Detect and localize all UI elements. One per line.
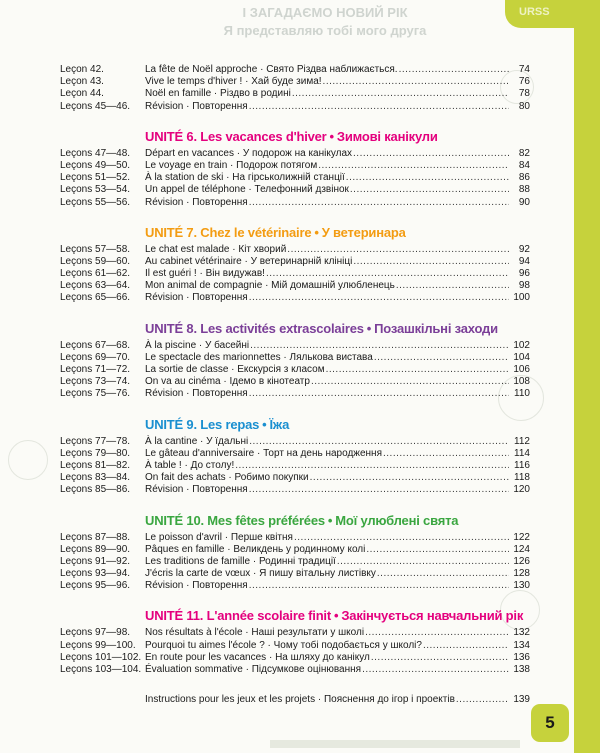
toc-row[interactable] <box>60 172 530 184</box>
lesson-number: Leçons 79—80. <box>60 447 131 459</box>
lesson-title: On va au cinéma · Ідемо в кінотеатр <box>145 376 310 388</box>
leader-dots <box>311 376 509 388</box>
lesson-number: Leçons 65—66. <box>60 292 131 304</box>
leader-dots <box>423 640 509 652</box>
leader-dots <box>250 340 509 352</box>
toc-row[interactable] <box>60 532 530 544</box>
lesson-title: Mon animal de compagnie · Мій домашній улюбленець <box>145 280 395 292</box>
leader-dots <box>366 544 509 556</box>
toc-row[interactable] <box>60 352 530 364</box>
page-number: 120 <box>513 484 530 496</box>
toc-row[interactable] <box>60 568 530 580</box>
unit-title-fr: UNITÉ 10. Mes fêtes préférées <box>145 512 325 528</box>
toc-row[interactable] <box>60 580 530 592</box>
lesson-number: Leçons 73—74. <box>60 376 131 388</box>
leader-dots <box>294 532 509 544</box>
lesson-number: Leçons 87—88. <box>60 531 131 543</box>
top-banner <box>120 4 530 44</box>
lesson-title: Nos résultats à l'école · Наші результати у школі <box>145 627 365 639</box>
page-number: 92 <box>518 243 530 255</box>
lesson-title: Au cabinet vétérinaire · У ветеринарній клініці <box>145 255 353 267</box>
page-number: 116 <box>514 459 530 471</box>
bullet-icon: • <box>366 320 372 336</box>
lesson-title: À la piscine · У басейні <box>145 339 250 351</box>
lesson-title: Noël en famille · Різдво в родині <box>145 88 291 100</box>
lesson-number: Leçons 55—56. <box>60 196 131 208</box>
lesson-number: Leçons 89—90. <box>60 543 131 555</box>
lesson-title: Évaluation sommative · Підсумкове оцінювання <box>145 664 362 675</box>
unit-title-uk: Їжа <box>269 416 290 432</box>
lesson-title: Il est guéri ! · Він видужав! <box>145 268 265 280</box>
page-number: 84 <box>518 159 530 171</box>
unit-title <box>145 416 530 433</box>
lesson-title: Vive le temps d'hiver ! · Хай буде зима! <box>145 76 322 88</box>
unit-title-fr: UNITÉ 8. Les activités extrascolaires <box>145 320 364 336</box>
leader-dots <box>350 184 509 196</box>
lesson-title: À la cantine · У їдальні <box>145 435 249 447</box>
page-number: 124 <box>513 543 530 555</box>
lesson-number: Leçon 43. <box>60 76 104 88</box>
toc-row[interactable] <box>60 268 530 280</box>
lesson-number: Leçons 51—52. <box>60 172 131 184</box>
leader-dots <box>371 652 509 664</box>
lesson-number: Leçons 59—60. <box>60 255 131 267</box>
lesson-number: Leçons 91—92. <box>60 555 131 567</box>
unit-9 <box>60 416 530 497</box>
unit-title-uk: Позашкільні заходи <box>374 320 498 336</box>
lesson-number: Leçon 42. <box>60 64 104 75</box>
lesson-number: Leçons 99—100. <box>60 639 136 651</box>
leader-dots <box>266 268 509 280</box>
lesson-number: Leçons 63—64. <box>60 280 131 292</box>
leader-dots <box>249 580 509 592</box>
unit-title-fr: UNITÉ 9. Les repas <box>145 416 260 432</box>
toc-row[interactable] <box>60 484 530 496</box>
lesson-title: Révision · Повторення <box>145 388 248 400</box>
page-number: 138 <box>513 664 530 675</box>
page-number: 74 <box>518 64 530 75</box>
lesson-number: Leçons 75—76. <box>60 388 131 400</box>
unit-title <box>145 128 530 145</box>
lesson-title: Révision · Повторення <box>145 100 248 112</box>
page-number: 102 <box>513 339 530 351</box>
lesson-title: La fête de Noël approche · Свято Різдва наближається. <box>145 64 398 75</box>
lesson-title: Le gâteau d'anniversaire · Торт на день народження <box>145 447 382 459</box>
toc-row[interactable] <box>60 436 530 448</box>
edge-tab-label: URSS <box>519 6 550 18</box>
bullet-icon: • <box>327 512 333 528</box>
lesson-title: Pourquoi tu aimes l'école ? · Чому тобі подобається у школі? <box>145 639 422 651</box>
page-number: 108 <box>513 376 530 388</box>
toc-row[interactable] <box>60 280 530 292</box>
toc-row[interactable] <box>60 76 530 88</box>
lesson-title: Le poisson d'avril · Перше квітня <box>145 531 293 543</box>
lesson-title: J'écris la carte de vœux · Я пишу вітальну листівку <box>145 568 376 580</box>
bullet-icon: • <box>333 608 339 624</box>
unit-title-uk: У ветеринара <box>321 224 406 240</box>
leader-dots <box>346 172 509 184</box>
banner-line-2: Я представляю тобі мого друга <box>223 23 427 38</box>
bullet-icon: • <box>329 128 334 144</box>
leader-dots <box>377 568 509 580</box>
leader-dots <box>323 76 509 88</box>
page-number: 136 <box>513 651 530 663</box>
page-number: 139 <box>513 694 530 706</box>
page-number: 126 <box>513 555 530 567</box>
leader-dots <box>353 256 509 268</box>
toc-row[interactable] <box>60 448 530 460</box>
lesson-title: À table ! · До столу! <box>145 459 235 471</box>
lesson-title: Révision · Повторення <box>145 484 248 496</box>
faint-doodle-icon <box>8 440 48 480</box>
lesson-title: Les traditions de famille · Родинні традиції <box>145 555 336 567</box>
page-number: 88 <box>518 184 530 196</box>
bullet-icon: • <box>314 224 319 240</box>
footer-strip <box>270 740 520 748</box>
lesson-title: Révision · Повторення <box>145 196 248 208</box>
lesson-number: Leçons 69—70. <box>60 351 131 363</box>
toc-row[interactable] <box>60 556 530 568</box>
page-number: 134 <box>513 639 530 651</box>
page-number: 104 <box>513 351 530 363</box>
leader-dots <box>318 160 509 172</box>
unit-7 <box>60 224 530 305</box>
lesson-title: Pâques en famille · Великдень у родинному колі <box>145 543 366 555</box>
toc-row[interactable] <box>60 148 530 160</box>
lesson-number: Leçons 57—58. <box>60 243 131 255</box>
toc-row[interactable] <box>60 160 530 172</box>
lesson-title: La sortie de classe · Екскурсія з класом <box>145 364 325 375</box>
page-number: 86 <box>518 172 530 184</box>
leader-dots <box>337 556 509 568</box>
unit-8 <box>60 320 530 401</box>
lesson-number: Leçons 47—48. <box>60 147 131 159</box>
toc-row[interactable] <box>60 640 530 652</box>
page-number: 94 <box>518 255 530 267</box>
unit-5-continued <box>60 64 530 113</box>
toc-row[interactable] <box>60 460 530 472</box>
toc-row[interactable] <box>60 197 530 209</box>
unit-title-uk: Мої улюблені свята <box>335 512 459 528</box>
lesson-title: En route pour les vacances · На шляху до канікул <box>145 651 370 663</box>
leader-dots <box>310 472 509 484</box>
lesson-number: Leçons 81—82. <box>60 459 131 471</box>
lesson-number: Leçons 49—50. <box>60 159 131 171</box>
toc-row[interactable] <box>60 64 530 76</box>
toc-row[interactable] <box>60 364 530 376</box>
leader-dots <box>249 197 509 209</box>
leader-dots <box>249 484 509 496</box>
leader-dots <box>249 388 509 400</box>
toc-row[interactable] <box>60 544 530 556</box>
lesson-number: Leçon 44. <box>60 88 104 100</box>
unit-title <box>145 320 530 337</box>
unit-title <box>145 607 530 624</box>
unit-title-uk: Закінчується навчальний рік <box>341 608 524 624</box>
edge-bar <box>574 28 600 753</box>
lesson-title: Le chat est malade · Кіт хворий <box>145 243 287 255</box>
toc-row[interactable] <box>60 627 530 639</box>
unit-title-fr: UNITÉ 7. Chez le vétérinaire <box>145 224 312 240</box>
toc-row[interactable] <box>60 244 530 256</box>
unit-title-uk: Зимові канікули <box>336 128 438 144</box>
lesson-title: On fait des achats · Робимо покупки <box>145 472 309 484</box>
page-number: 112 <box>514 435 530 447</box>
lesson-title: Départ en vacances · У подорож на канікулах <box>145 147 353 159</box>
lesson-title: Le spectacle des marionnettes · Лялькова вистава <box>145 351 373 363</box>
leader-dots <box>362 664 509 676</box>
toc-row[interactable] <box>60 101 530 113</box>
unit-title-fr: UNITÉ 11. L'année scolaire finit <box>145 608 331 624</box>
toc-row[interactable] <box>60 376 530 388</box>
toc-row[interactable] <box>60 388 530 400</box>
toc-row[interactable] <box>60 652 530 664</box>
lesson-number: Leçons 97—98. <box>60 627 131 639</box>
lesson-title: Le voyage en train · Подорож потягом <box>145 159 318 171</box>
leader-dots <box>292 88 509 100</box>
lesson-number: Leçons 103—104. <box>60 664 142 675</box>
page-number: 110 <box>514 388 530 400</box>
toc-row[interactable] <box>60 340 530 352</box>
lesson-number: Leçons 83—84. <box>60 472 131 484</box>
leader-dots <box>249 292 509 304</box>
unit-10 <box>60 512 530 593</box>
leader-dots <box>326 364 509 376</box>
page-number: 114 <box>514 447 530 459</box>
toc-row[interactable] <box>60 472 530 484</box>
page-number-badge: 5 <box>531 704 569 742</box>
page-number: 80 <box>518 100 530 112</box>
leader-dots <box>396 280 509 292</box>
lesson-number: Leçons 45—46. <box>60 100 131 112</box>
page-number: 90 <box>518 196 530 208</box>
lesson-title: À la station de ski · На гірськолижній станції <box>145 172 345 184</box>
page-number: 96 <box>518 268 530 280</box>
lesson-number: Leçons 53—54. <box>60 184 131 196</box>
lesson-number: Leçons 67—68. <box>60 339 131 351</box>
page-number: 76 <box>518 76 530 88</box>
page-number: 78 <box>518 88 530 100</box>
page-number: 122 <box>513 531 530 543</box>
lesson-title: Un appel de téléphone · Телефонний дзвінок <box>145 184 349 196</box>
page-number: 100 <box>513 292 530 304</box>
leader-dots <box>399 64 509 76</box>
lesson-number: Leçons 95—96. <box>60 580 131 592</box>
unit-title-fr: UNITÉ 6. Les vacances d'hiver <box>145 128 327 144</box>
page-number: 106 <box>513 364 530 375</box>
lesson-number: Leçons 85—86. <box>60 484 131 496</box>
lesson-number: Leçons 71—72. <box>60 364 131 375</box>
leader-dots <box>235 460 509 472</box>
instructions-title: Instructions pour les jeux et les projets · Пояснення до ігор і проектів <box>145 694 455 706</box>
unit-11 <box>60 607 530 676</box>
unit-6 <box>60 128 530 209</box>
lesson-number: Leçons 93—94. <box>60 568 131 580</box>
leader-dots <box>374 352 509 364</box>
page-number: 98 <box>518 280 530 292</box>
toc-row[interactable] <box>60 88 530 100</box>
page-number: 130 <box>513 580 530 592</box>
lesson-number: Leçons 101—102. <box>60 651 142 663</box>
leader-dots <box>249 101 509 113</box>
leader-dots <box>365 627 509 639</box>
table-of-contents <box>60 64 530 706</box>
leader-dots <box>249 436 509 448</box>
page-number: 118 <box>514 472 530 484</box>
toc-row[interactable] <box>60 256 530 268</box>
page-number: 82 <box>518 147 530 159</box>
toc-row[interactable] <box>60 664 530 676</box>
unit-title <box>145 224 530 241</box>
page-number: 128 <box>513 568 530 580</box>
lesson-number: Leçons 61—62. <box>60 268 131 280</box>
lesson-title: Révision · Повторення <box>145 292 248 304</box>
instructions-row[interactable] <box>145 694 530 706</box>
toc-row[interactable] <box>60 292 530 304</box>
unit-title <box>145 512 530 529</box>
banner-line-1: І ЗАГАДАЄМО НОВИЙ РІК <box>242 5 408 20</box>
leader-dots <box>456 694 509 706</box>
leader-dots <box>383 448 509 460</box>
lesson-number: Leçons 77—78. <box>60 435 131 447</box>
edge-tab <box>505 0 600 28</box>
page-number: 132 <box>513 627 530 639</box>
toc-row[interactable] <box>60 184 530 196</box>
leader-dots <box>287 244 509 256</box>
leader-dots <box>353 148 509 160</box>
lesson-title: Révision · Повторення <box>145 580 248 592</box>
bullet-icon: • <box>262 416 267 432</box>
